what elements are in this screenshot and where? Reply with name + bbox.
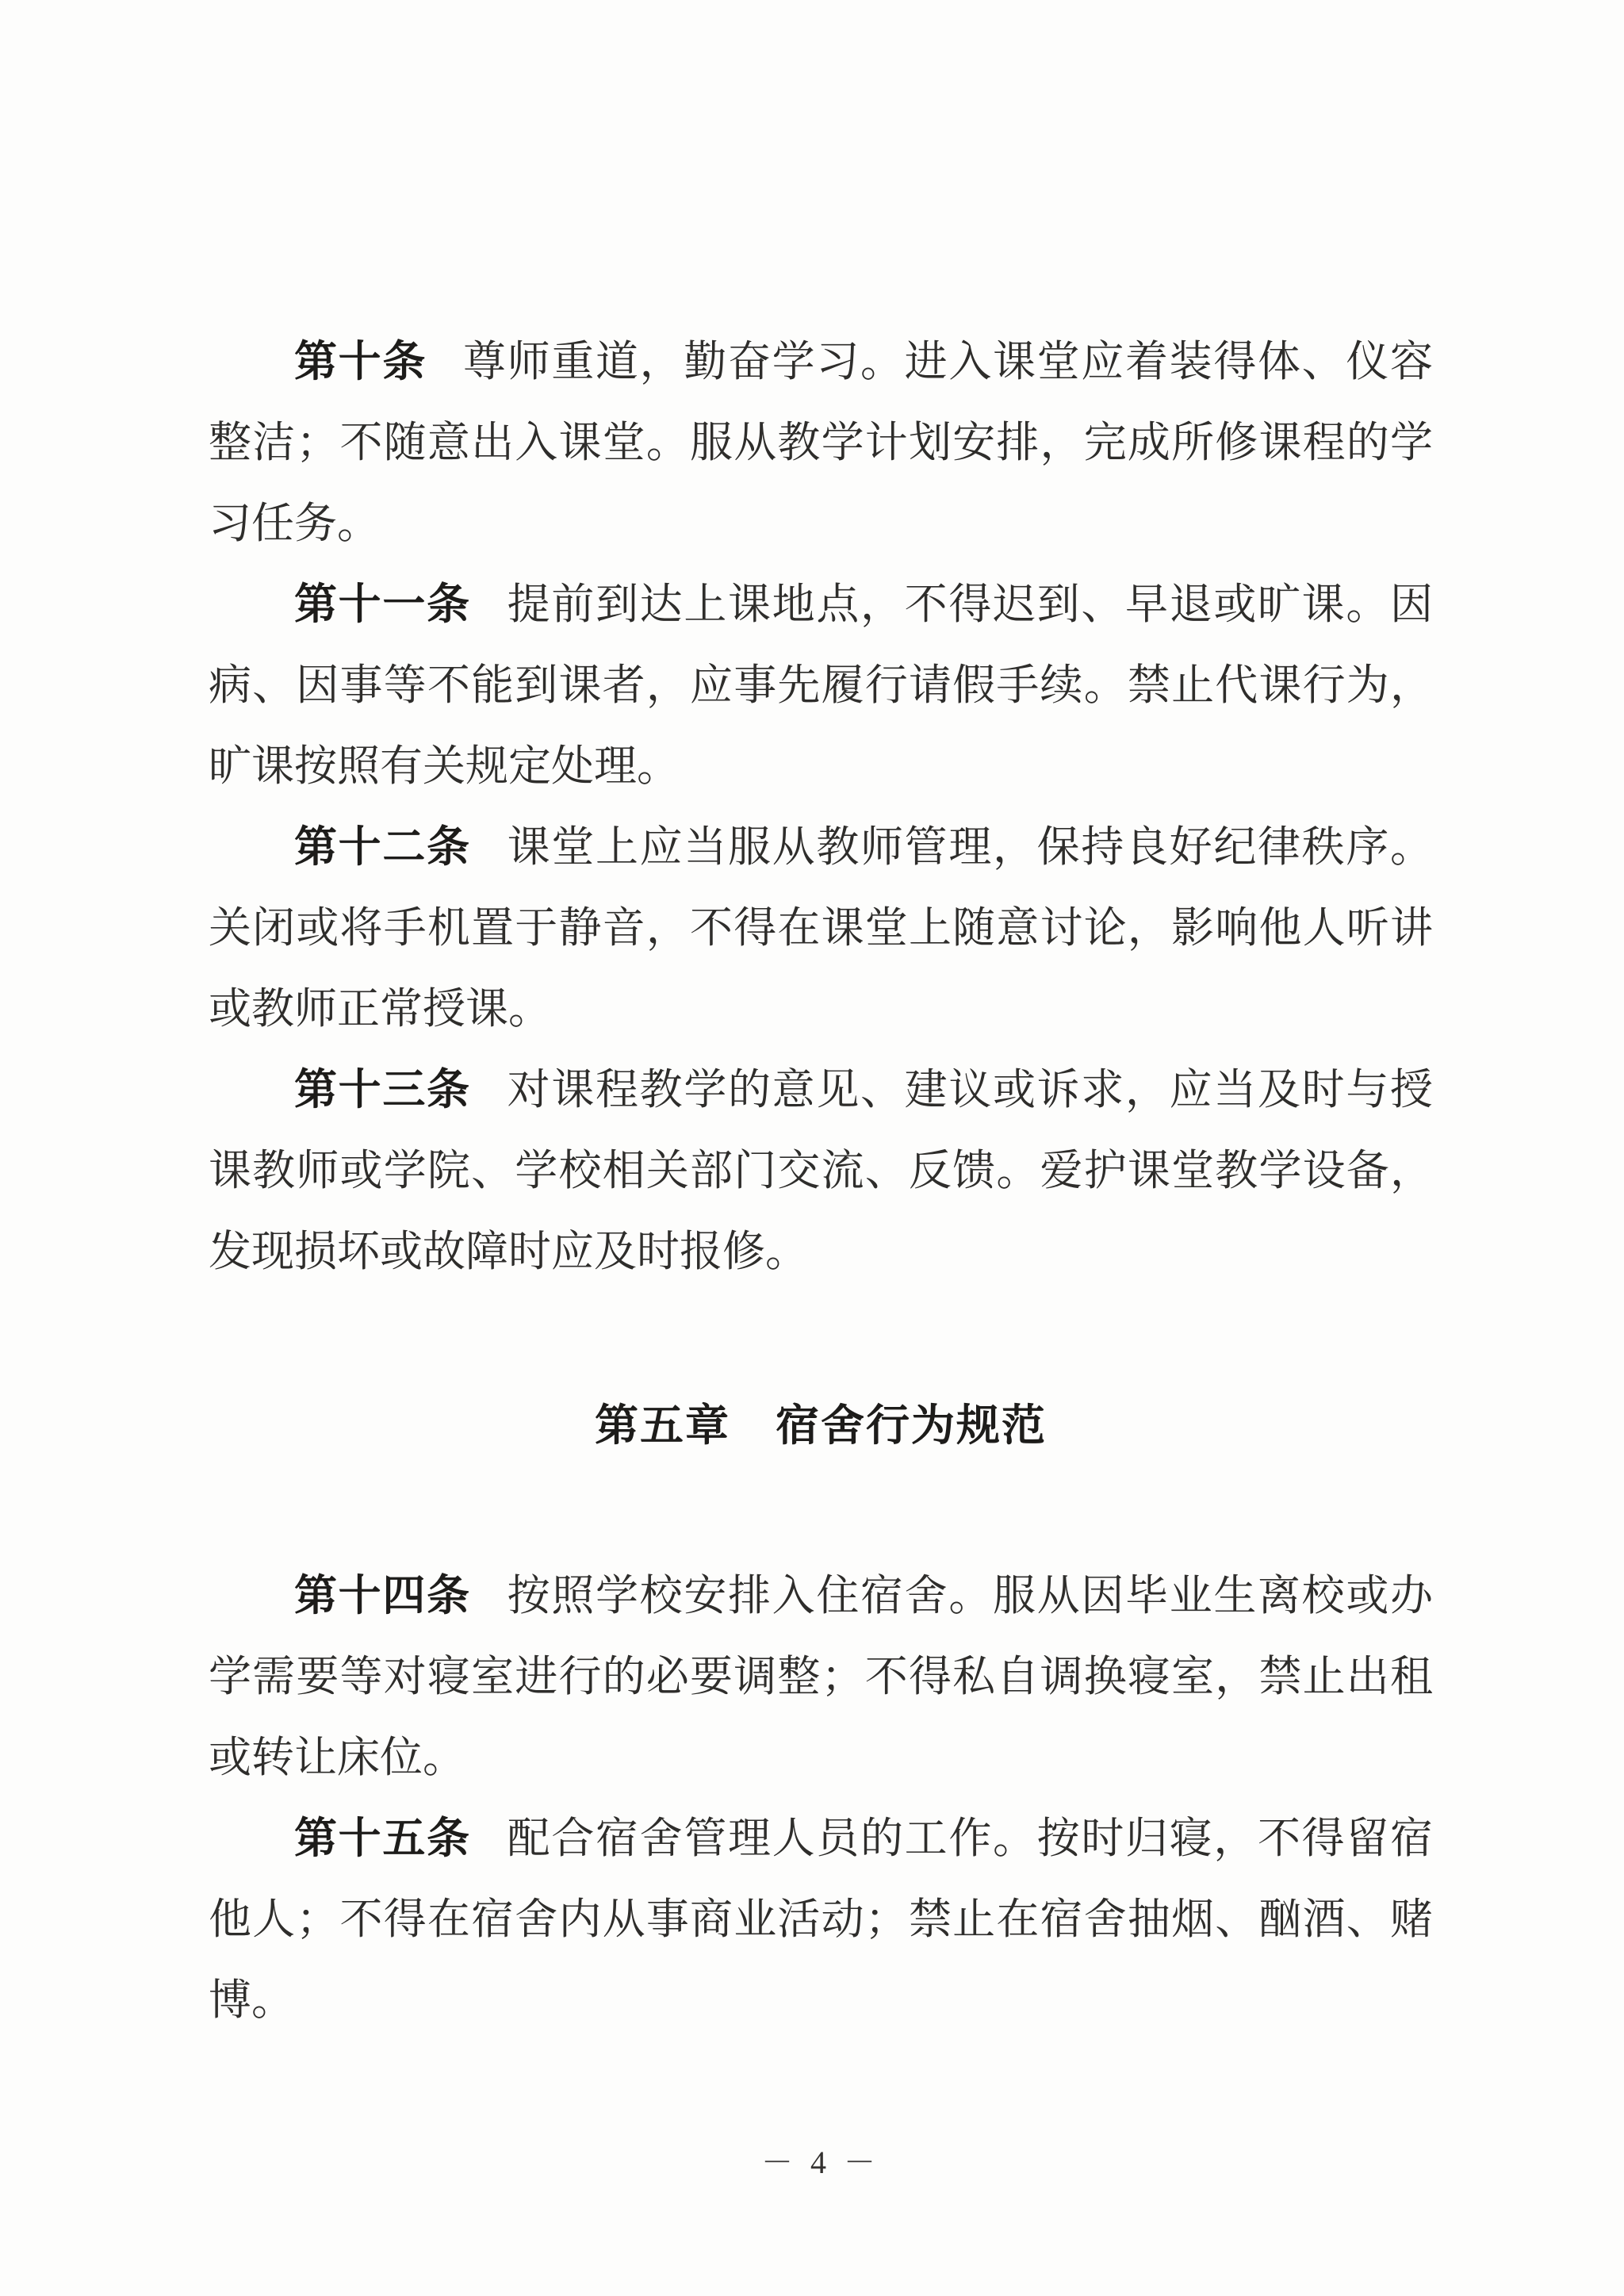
- text-line: [209, 564, 1433, 645]
- text-line: 关闭或将手机置于静音，不得在课堂上随意讨论，影响他人听讲: [209, 904, 1433, 952]
- article-text: 对课程教学的意见、建议或诉求，应当及时与授: [507, 1066, 1434, 1114]
- article-text: 提前到达上课地点，不得迟到、早退或旷课。因: [507, 581, 1434, 628]
- article-paragraph: [209, 1798, 1433, 2041]
- text-line: 课教师或学院、学校相关部门交流、反馈。爱护课堂教学设备，: [209, 1147, 1433, 1194]
- articles-section-classroom: [209, 321, 1433, 1292]
- article-number: 第十条: [294, 338, 427, 385]
- article-text: 尊师重道，勤奋学习。进入课堂应着装得体、仪容: [463, 338, 1433, 385]
- article-number: 第十一条: [294, 581, 471, 628]
- text-line: 发现损坏或故障时应及时报修。: [209, 1228, 808, 1275]
- text-line: [209, 1798, 1433, 1879]
- article-paragraph: [209, 807, 1433, 1049]
- text-line: 他人；不得在宿舍内从事商业活动；禁止在宿舍抽烟、酗酒、赌: [209, 1895, 1433, 1943]
- text-line: [209, 807, 1433, 887]
- text-line: 习任务。: [209, 500, 380, 547]
- text-line: 旷课按照有关规定处理。: [209, 742, 680, 790]
- chapter-heading: 第五章 宿舍行为规范: [594, 1401, 1047, 1450]
- article-paragraph: [209, 564, 1433, 807]
- text-line: 病、因事等不能到课者，应事先履行请假手续。禁止代课行为，: [209, 661, 1433, 709]
- text-line: 博。: [209, 1976, 294, 2024]
- article-number: 第十三条: [294, 1066, 471, 1114]
- article-number: 第十二条: [294, 823, 471, 871]
- articles-section-dormitory: [209, 1555, 1433, 2041]
- text-line: 学需要等对寝室进行的必要调整；不得私自调换寝室，禁止出租: [209, 1653, 1433, 1700]
- text-line: 或转让床位。: [209, 1734, 465, 1781]
- text-line: 或教师正常授课。: [209, 985, 551, 1033]
- article-paragraph: [209, 321, 1433, 564]
- article-paragraph: [209, 1049, 1433, 1292]
- text-line: [209, 1555, 1433, 1636]
- article-text: 按照学校安排入住宿舍。服从因毕业生离校或办: [507, 1572, 1434, 1619]
- article-number: 第十四条: [294, 1572, 471, 1619]
- text-line: [209, 1049, 1433, 1130]
- text-line: [209, 321, 1433, 402]
- text-line: 整洁；不随意出入课堂。服从教学计划安排，完成所修课程的学: [209, 419, 1433, 466]
- article-text: 配合宿舍管理人员的工作。按时归寝，不得留宿: [507, 1815, 1434, 1862]
- article-number: 第十五条: [294, 1815, 471, 1862]
- article-paragraph: [209, 1555, 1433, 1798]
- page-number: － 4 －: [761, 2145, 880, 2180]
- article-text: 课堂上应当服从教师管理，保持良好纪律秩序。: [507, 823, 1434, 871]
- document-body: [209, 321, 1433, 2041]
